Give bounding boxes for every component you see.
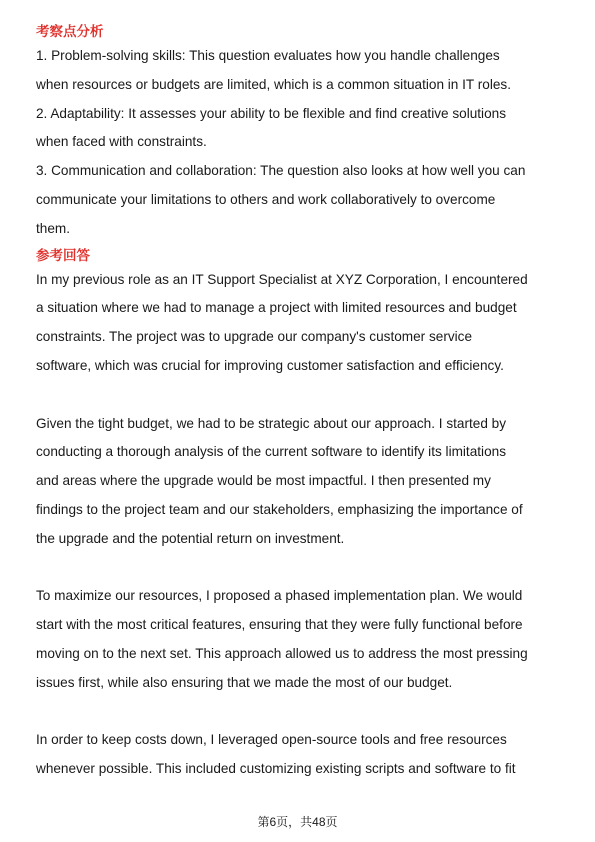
analysis-section-title: 考察点分析 <box>36 24 104 39</box>
answer-line: software, which was crucial for improving customer satisfaction and efficiency. <box>36 357 504 373</box>
analysis-line: 2. Adaptability: It assesses your ability to be flexible and find creative solutions <box>36 105 506 121</box>
paragraph-spacer <box>36 381 561 410</box>
page-content <box>36 22 561 784</box>
answer-line: constraints. The project was to upgrade our company's customer service <box>36 329 473 345</box>
answer-line: Given the tight budget, we had to be strategic about our approach. I started by <box>36 415 507 431</box>
answer-line: moving on to the next set. This approach allowed us to address the most pressing <box>36 645 528 661</box>
answer-line: a situation where we had to manage a project with limited resources and budget <box>36 300 517 316</box>
answer-line: the upgrade and the potential return on investment. <box>36 530 345 546</box>
answer-line: start with the most critical features, ensuring that they were fully functional before <box>36 617 523 633</box>
answer-line: issues first, while also ensuring that we made the most of our budget. <box>36 674 453 690</box>
answer-line: whenever possible. This included customizing existing scripts and software to fit <box>36 761 516 777</box>
analysis-line: communicate your limitations to others and work collaboratively to overcome <box>36 191 496 207</box>
page-number-footer: 第6页，共48页 <box>257 815 338 829</box>
answer-body <box>36 266 561 784</box>
answer-line: To maximize our resources, I proposed a phased implementation plan. We would <box>36 588 523 604</box>
paragraph-spacer <box>36 698 561 727</box>
answer-paragraph <box>36 410 561 554</box>
answer-line: conducting a thorough analysis of the current software to identify its limitations <box>36 444 506 460</box>
answer-paragraph <box>36 582 561 697</box>
analysis-line: 3. Communication and collaboration: The question also looks at how well you can <box>36 163 526 179</box>
paragraph-spacer <box>36 554 561 583</box>
answer-line: and areas where the upgrade would be most impactful. I then presented my <box>36 473 491 489</box>
answer-paragraph <box>36 726 561 784</box>
answer-line: In order to keep costs down, I leveraged open-source tools and free resources <box>36 732 507 748</box>
analysis-line: when resources or budgets are limited, which is a common situation in IT roles. <box>36 76 511 92</box>
analysis-line: them. <box>36 220 70 236</box>
analysis-list <box>36 42 561 244</box>
answer-section-title: 参考回答 <box>36 247 90 263</box>
analysis-line: when faced with constraints. <box>36 134 207 150</box>
analysis-line: 1. Problem-solving skills: This question evaluates how you handle challenges <box>36 48 500 63</box>
answer-line: findings to the project team and our stakeholders, emphasizing the importance of <box>36 501 523 517</box>
answer-paragraph <box>36 266 561 381</box>
answer-line: In my previous role as an IT Support Specialist at XYZ Corporation, I encountered <box>36 271 528 287</box>
